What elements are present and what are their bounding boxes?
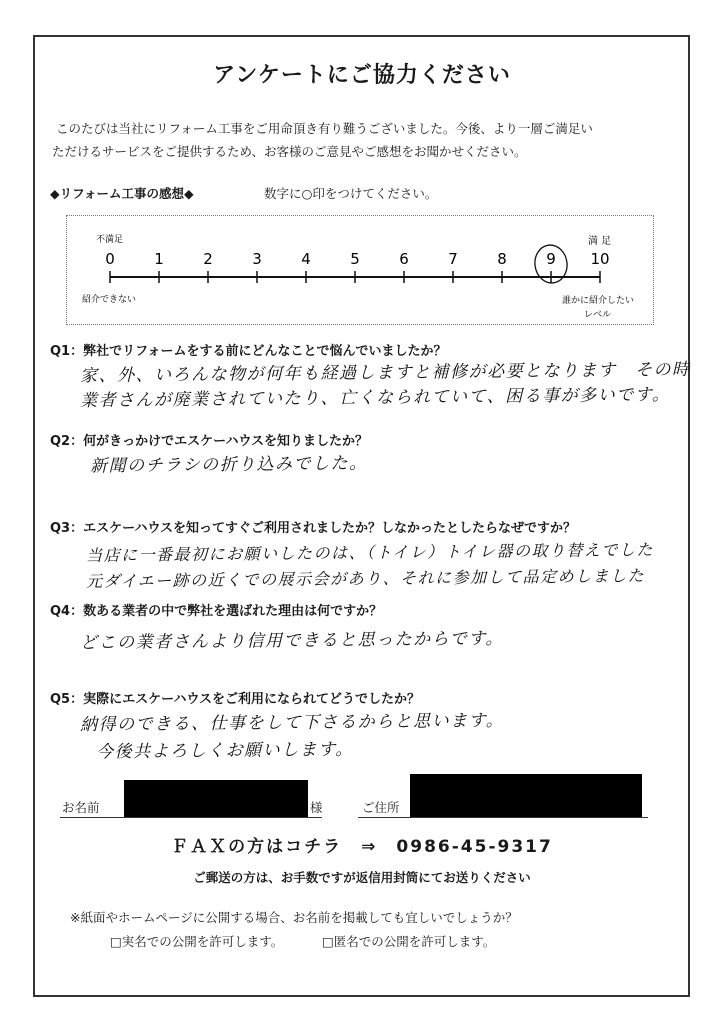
scale-number-4[interactable]: 4 [301, 250, 311, 268]
consent-option-anonymous[interactable]: □匿名での公開を許可します。 [322, 934, 496, 949]
scale-number-10[interactable]: 10 [590, 250, 610, 268]
scale-number-7[interactable]: 7 [448, 250, 458, 268]
page-title: アンケートにご協力ください [213, 63, 511, 88]
question-3-label: Q3：エスケーハウスを知ってすぐご利用されましたか？しなかったとしたらなぜですか？ [50, 521, 577, 536]
scale-number-8[interactable]: 8 [497, 250, 507, 268]
question-3-answer-line-2: 元ダイエー跡の近くでの展示会があり、それに参加して品定めしました [85, 566, 646, 591]
name-underline [60, 817, 322, 818]
address-redaction [410, 774, 642, 818]
fax-line: ＦＡＸの方はコチラ ⇒ 0986-45-9317 [171, 837, 553, 857]
scale-number-6[interactable]: 6 [399, 250, 409, 268]
question-4-label: Q4：数ある業者の中で弊社を選ばれた理由は何ですか？ [50, 604, 383, 619]
question-4-answer-line-1: どこの業者さんより信用できると思ったからです。 [79, 628, 505, 654]
scale-number-5[interactable]: 5 [350, 250, 360, 268]
question-5-answer-line-1: 納得のできる、仕事をして下さるからと思います。 [79, 710, 505, 736]
rating-instruction: 数字に○印をつけてください。 [264, 186, 438, 201]
scale-high-label: 満 足 [588, 236, 612, 247]
intro-line-2: ただけるサービスをご提供するため、お客様のご意見やご感想をお聞かせください。 [52, 144, 527, 159]
question-5-answer-line-2: 今後共よろしくお願いします。 [95, 739, 354, 763]
intro-line-1: このたびは当社にリフォーム工事をご用命頂き有り難うございました。今後、より一層ご満足い [56, 121, 593, 136]
name-label: お名前 [62, 800, 100, 815]
scale-high-note-2: レベル [584, 310, 612, 320]
rating-section-title: ◆リフォーム工事の感想◆ [50, 186, 194, 201]
name-suffix: 様 [310, 800, 323, 815]
scale-number-1[interactable]: 1 [154, 250, 164, 268]
scale-number-3[interactable]: 3 [252, 250, 262, 268]
consent-question: ※紙面やホームページに公開する場合、お名前を掲載しても宜しいでしょうか？ [70, 910, 518, 925]
address-underline [358, 817, 648, 818]
rating-scale-box [66, 215, 654, 325]
scale-low-label: 不満足 [96, 235, 124, 245]
name-redaction [124, 780, 308, 818]
question-2-label: Q2：何がきっかけでエスケーハウスを知りましたか？ [50, 434, 369, 449]
question-1-answer-line-1: 家、外、いろんな物が何年も経過しますと補修が必要となります その時 [79, 359, 691, 387]
mail-instruction: ご郵送の方は、お手数ですが返信用封筒にてお送りください [193, 870, 531, 885]
question-1-answer-line-2: 業者さんが廃業されていたり、亡くなられていて、困る事が多いです。 [79, 384, 671, 412]
address-label: ご住所 [362, 800, 400, 815]
scale-number-2[interactable]: 2 [203, 250, 213, 268]
scale-number-0[interactable]: 0 [105, 250, 115, 268]
question-3-answer-line-1: 当店に一番最初にお願いしたのは、（トイレ）トイレ器の取り替えでした [85, 540, 655, 565]
question-1-label: Q1：弊社でリフォームをする前にどんなことで悩んでいましたか？ [50, 344, 447, 359]
scale-low-note: 紹介できない [82, 295, 137, 305]
scale-number-9[interactable]: 9 [546, 250, 556, 268]
question-5-label: Q5：実際にエスケーハウスをご利用になられてどうでしたか？ [50, 692, 421, 707]
scale-high-note-1: 誰かに紹介したい [562, 296, 635, 306]
question-2-answer-line-1: 新聞のチラシの折り込みでした。 [89, 453, 368, 477]
consent-option-real-name[interactable]: □実名での公開を許可します。 [110, 934, 284, 949]
